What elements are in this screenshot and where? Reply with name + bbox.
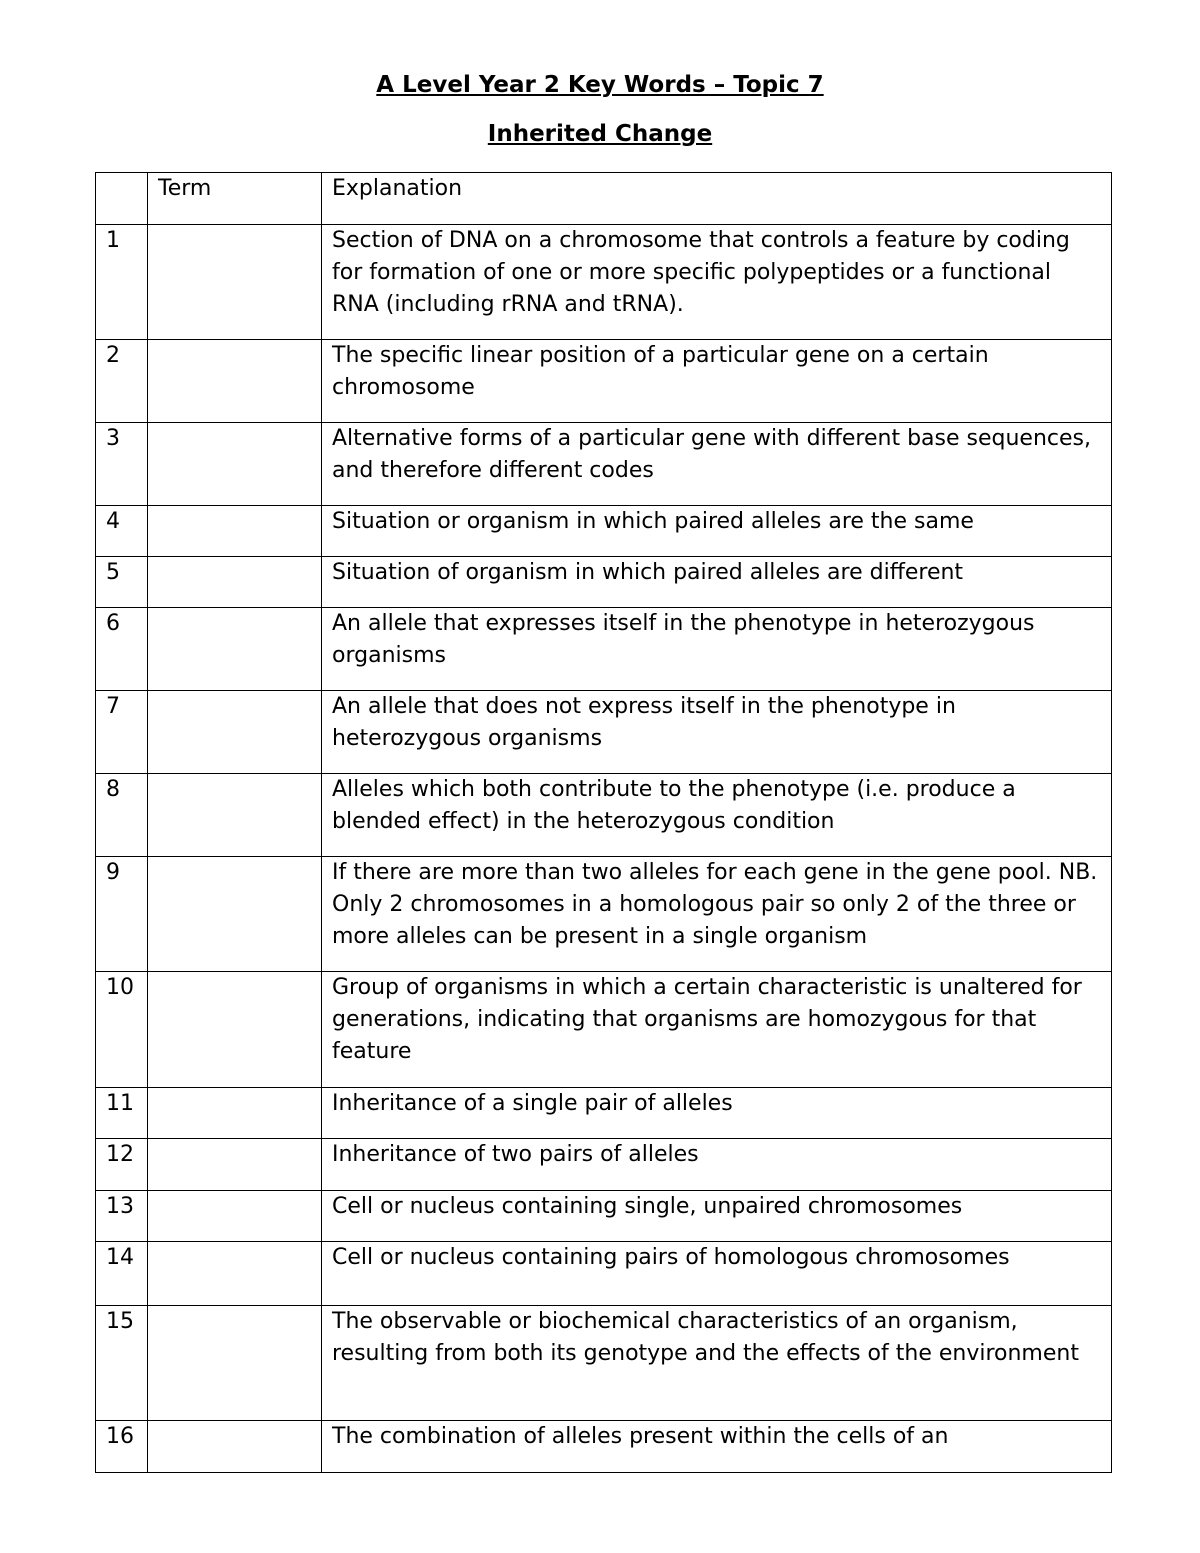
document-subtitle: Inherited Change [487,121,713,147]
table-row [96,506,1112,557]
table-row [96,423,1112,506]
table-row [96,340,1112,423]
header-term-cell: Term [148,173,322,225]
row-number-cell: 15 [96,1306,148,1421]
row-number-cell: 11 [96,1088,148,1139]
table-header-row [96,173,1112,225]
row-number-cell: 16 [96,1421,148,1473]
row-explanation-cell: Alleles which both contribute to the phenotype (i.e. produce a blended effect) in the heterozygous condition [322,774,1112,857]
table-row [96,1306,1112,1421]
row-term-cell[interactable] [148,423,322,506]
row-explanation-cell: Group of organisms in which a certain characteristic is unaltered for generations, indicating that organisms are homozygous for that feature [322,972,1112,1088]
document-title: A Level Year 2 Key Words – Topic 7 [376,72,824,98]
row-term-cell[interactable] [148,225,322,340]
row-term-cell[interactable] [148,857,322,972]
table-row [96,774,1112,857]
row-explanation-cell: An allele that does not express itself in the phenotype in heterozygous organisms [322,691,1112,774]
row-number-cell: 14 [96,1242,148,1306]
row-term-cell[interactable] [148,1306,322,1421]
table-row [96,225,1112,340]
row-explanation-cell: Section of DNA on a chromosome that controls a feature by coding for formation of one or more specific polypeptides or a functional RNA (including rRNA and tRNA). [322,225,1112,340]
header-number-cell [96,173,148,225]
row-explanation-cell: Situation of organism in which paired alleles are different [322,557,1112,608]
table-row [96,557,1112,608]
table-row [96,691,1112,774]
row-term-cell[interactable] [148,608,322,691]
table-row [96,1088,1112,1139]
key-words-table-body [96,173,1112,1473]
row-number-cell: 5 [96,557,148,608]
row-number-cell: 10 [96,972,148,1088]
row-term-cell[interactable] [148,1421,322,1473]
key-words-table [95,172,1112,1473]
row-explanation-cell: An allele that expresses itself in the phenotype in heterozygous organisms [322,608,1112,691]
row-explanation-cell: The combination of alleles present within the cells of an [322,1421,1112,1473]
table-row [96,857,1112,972]
table-row [96,972,1112,1088]
row-number-cell: 4 [96,506,148,557]
row-number-cell: 13 [96,1191,148,1242]
header-explanation-cell: Explanation [322,173,1112,225]
row-number-cell: 2 [96,340,148,423]
table-row [96,1421,1112,1473]
row-term-cell[interactable] [148,1139,322,1191]
row-term-cell[interactable] [148,774,322,857]
row-term-cell[interactable] [148,506,322,557]
row-explanation-cell: Cell or nucleus containing pairs of homologous chromosomes [322,1242,1112,1306]
row-term-cell[interactable] [148,557,322,608]
table-row [96,1191,1112,1242]
row-number-cell: 1 [96,225,148,340]
row-term-cell[interactable] [148,1242,322,1306]
row-number-cell: 12 [96,1139,148,1191]
row-term-cell[interactable] [148,691,322,774]
row-term-cell[interactable] [148,1088,322,1139]
row-term-cell[interactable] [148,972,322,1088]
row-number-cell: 3 [96,423,148,506]
table-row [96,1242,1112,1306]
table-row [96,608,1112,691]
row-explanation-cell: Alternative forms of a particular gene with different base sequences, and therefore different codes [322,423,1112,506]
row-term-cell[interactable] [148,340,322,423]
row-number-cell: 7 [96,691,148,774]
row-term-cell[interactable] [148,1191,322,1242]
row-explanation-cell: Inheritance of two pairs of alleles [322,1139,1112,1191]
row-number-cell: 8 [96,774,148,857]
table-row [96,1139,1112,1191]
row-explanation-cell: Situation or organism in which paired alleles are the same [322,506,1112,557]
row-explanation-cell: The observable or biochemical characteristics of an organism, resulting from both its genotype and the effects of the environment [322,1306,1112,1421]
row-explanation-cell: The specific linear position of a particular gene on a certain chromosome [322,340,1112,423]
row-explanation-cell: Cell or nucleus containing single, unpaired chromosomes [322,1191,1112,1242]
row-number-cell: 6 [96,608,148,691]
row-explanation-cell: If there are more than two alleles for each gene in the gene pool. NB. Only 2 chromosomes in a homologous pair so only 2 of the three or more alleles can be present in a single organism [322,857,1112,972]
row-explanation-cell: Inheritance of a single pair of alleles [322,1088,1112,1139]
row-number-cell: 9 [96,857,148,972]
